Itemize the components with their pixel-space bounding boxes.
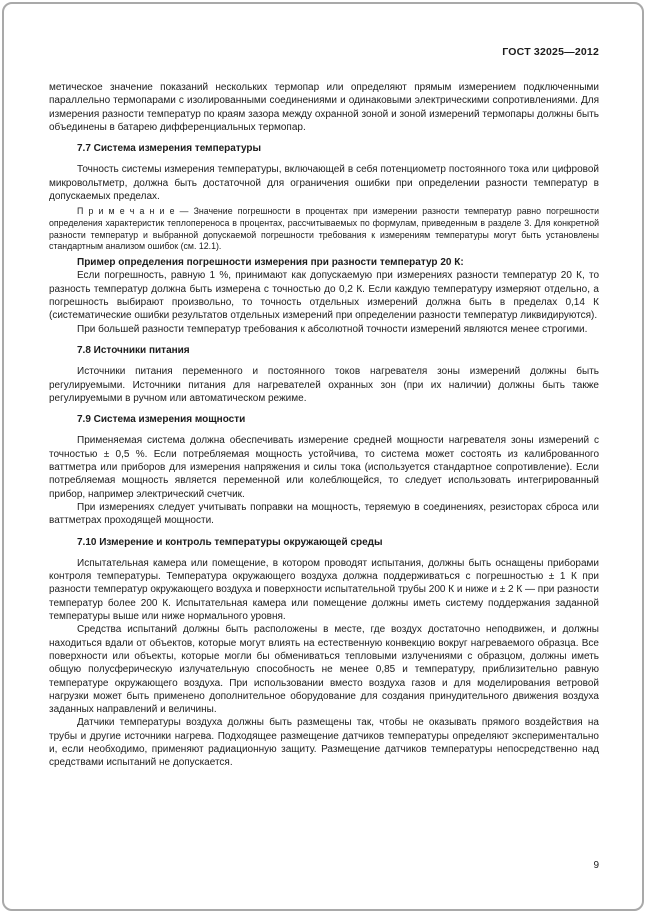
body-paragraph: Средства испытаний должны быть расположены в месте, где воздух достаточно неподвижен, и должны находиться вдали от объектов, которые могут влиять на естественную конвекцию вокруг нагреваемого образца. Все поверхности или объекты, которые могли бы обмениваться тепловыми излучениями с образцом, должны иметь общую полусферическую излучательную способность не менее 0,85 и температуру, приблизительно равную температуре окружающего воздуха. При использовании вместо воздуха газов и для моделирования ветровой нагрузки может быть применено дополнительное оборудование для создания принудительного движения воздуха заданных направлений и величины. bbox=[49, 624, 599, 716]
page-content bbox=[49, 46, 599, 770]
section-heading-7-8: 7.8 Источники питания bbox=[77, 344, 190, 356]
example-lead-paragraph: Пример определения погрешности измерения при разности температур 20 К: bbox=[77, 257, 464, 269]
body-paragraph: Точность системы измерения температуры, включающей в себя потенциометр постоянного тока или цифровой микровольтметр, должна быть достаточной для ограничения ошибки при определении разности температур в допускаемых пределах. bbox=[49, 164, 599, 203]
page-number: 9 bbox=[593, 860, 599, 871]
section-heading-7-10: 7.10 Измерение и контроль температуры окружающей среды bbox=[77, 536, 383, 548]
section-heading-7-9: 7.9 Система измерения мощности bbox=[77, 414, 246, 426]
note-paragraph: П р и м е ч а н и е — Значение погрешности в процентах при измерении разности температур равно погрешности определения характеристик теплопереноса в процентах, рассчитываемых по формулам, приведенным в разделе 3. Для конкретной разности температур и выбранной допускаемой погрешности требования к измерениям температуры могут быть установлены стандартным анализом ошибок (см. 12.1). bbox=[49, 206, 599, 252]
body-paragraph: При измерениях следует учитывать поправки на мощность, теряемую в соединениях, резисторах сброса или ваттметрах проходящей мощности. bbox=[49, 501, 599, 527]
body-paragraph: Применяемая система должна обеспечивать измерение средней мощности нагревателя зоны измерений с точностью ± 0,5 %. Если потребляемая мощность устойчива, то система может состоять из калиброванного ваттметра или приборов для измерения напряжения и силы тока (используется стандартное сопротивление). Если потребляемая мощность является переменной или колеблющейся, то следует использовать интегрированный прибор, например электрический счетчик. bbox=[49, 435, 599, 500]
body-paragraph: Датчики температуры воздуха должны быть размещены так, чтобы не оказывать прямого воздействия на трубы и другие источники нагрева. Подходящее размещение датчиков температуры определяют экспериментально и, если необходимо, применяют радиационную защиту. Размещение датчиков температуры непосредственно над средствами испытаний не допускается. bbox=[49, 717, 599, 769]
body-paragraph: При большей разности температур требования к абсолютной точности измерений являются менее строгими. bbox=[77, 323, 588, 335]
section-heading-7-7: 7.7 Система измерения температуры bbox=[77, 143, 262, 155]
body-paragraph: Испытательная камера или помещение, в котором проводят испытания, должны быть оснащены приборами контроля температуры. Температура окружающего воздуха должна поддерживаться с погрешностью ± 1 К при разности температур окружающего воздуха и поверхности испытательной трубы 200 К и ниже и ± 2 К — при разности температур более 200 К. Испытательная камера или помещение должны иметь систему поддержания заданной температуры выше или ниже нормального уровня. bbox=[49, 557, 599, 623]
body-paragraph: Если погрешность, равную 1 %, принимают как допускаемую при измерениях разности температур 20 К, то разность температур должна быть измерена с точностью до 0,2 К. Если каждую температуру измеряют отдельно, а погрешность выбирают произвольно, то точность отдельных измерений должна быть в пределах 0,14 К (систематические ошибки результатов отдельных измерений при определении разности температур ликвидируются). bbox=[49, 270, 599, 322]
doc-number: ГОСТ 32025—2012 bbox=[502, 46, 599, 58]
body-paragraph-continuation: метическое значение показаний нескольких термопар или определяют прямым измерением подключенными параллельно термопарами с изолированными соединениями и одинаковыми электрическими сопротивлениями. Для измерения разности температур по краям зазора между охранной зоной и зоной измерений термопары должны быть объединены в батарею дифференциальных термопар. bbox=[49, 82, 599, 133]
body-paragraph: Источники питания переменного и постоянного токов нагревателя зоны измерений должны быть регулируемыми. Источники питания для нагревателей охранных зон (при их наличии) должны быть также регулируемыми в ручном или автоматическом режиме. bbox=[49, 366, 599, 404]
